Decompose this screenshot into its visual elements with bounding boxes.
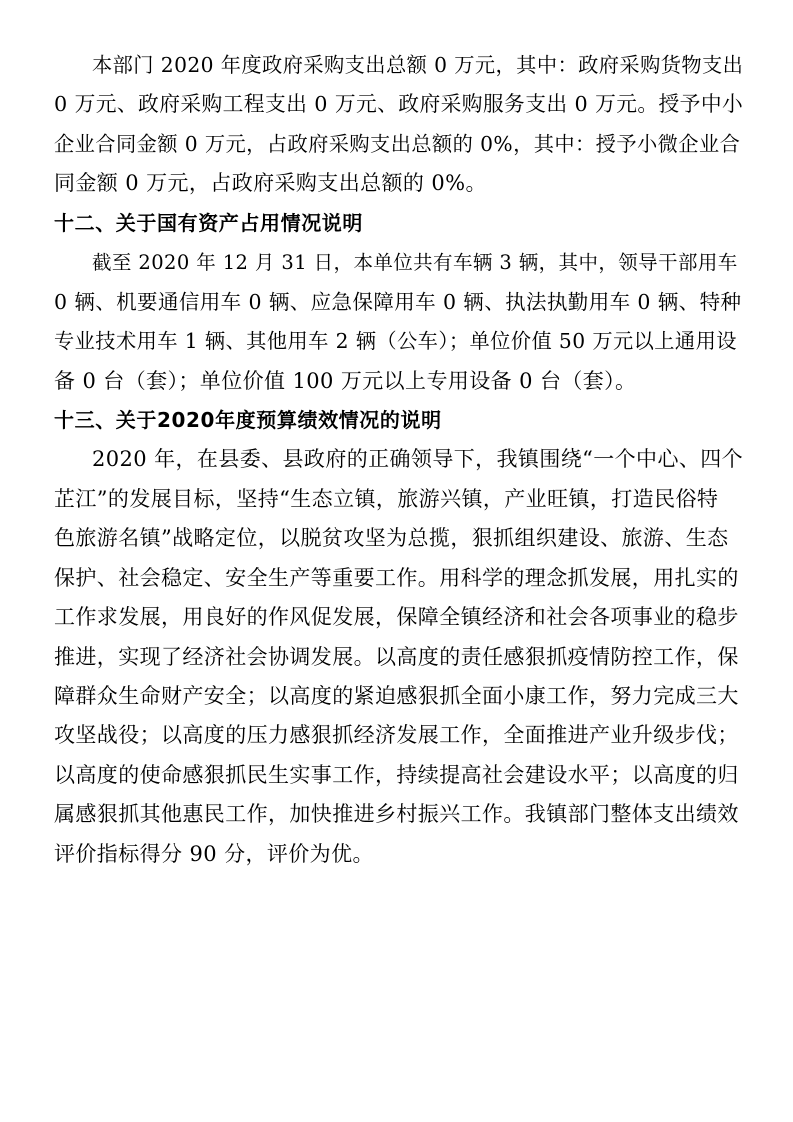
paragraph-line: 备 0 台（套）；单位价值 100 万元以上专用设备 0 台（套）。 — [54, 368, 637, 393]
paragraph-line: 以高度的使命感狠抓民生实事工作，持续提高社会建设水平；以高度的归 — [54, 762, 739, 787]
paragraph-line: 保护、社会稳定、安全生产等重要工作。用科学的理念抓发展，用扎实的 — [54, 565, 739, 590]
paragraph-line: 攻坚战役；以高度的压力感狠抓经济发展工作，全面推进产业升级步伐； — [54, 723, 739, 748]
paragraph-line: 属感狠抓其他惠民工作，加快推进乡村振兴工作。我镇部门整体支出绩效 — [54, 802, 739, 827]
paragraph-line: 0 万元、政府采购工程支出 0 万元、政府采购服务支出 0 万元。授予中小 — [54, 92, 744, 117]
paragraph-line: 同金额 0 万元，占政府采购支出总额的 0%。 — [54, 171, 487, 196]
section-heading: 十二、关于国有资产占用情况说明 — [54, 210, 363, 235]
paragraph-line: 工作求发展，用良好的作风促发展，保障全镇经济和社会各项事业的稳步 — [54, 605, 739, 630]
paragraph-line: 专业技术用车 1 辆、其他用车 2 辆（公车）；单位价值 50 万元以上通用设 — [54, 329, 737, 354]
document-page — [54, 52, 744, 880]
paragraph-line: 本部门 2020 年度政府采购支出总额 0 万元，其中：政府采购货物支出 — [92, 53, 744, 77]
paragraph-line: 障群众生命财产安全；以高度的紧迫感狠抓全面小康工作，努力完成三大 — [54, 684, 739, 708]
paragraph-line: 企业合同金额 0 万元，占政府采购支出总额的 0%，其中：授予小微企业合 — [54, 131, 741, 156]
paragraph-line: 色旅游名镇”战略定位，以脱贫攻坚为总揽，狠抓组织建设、旅游、生态 — [54, 526, 729, 551]
paragraph-line: 芷江”的发展目标，坚持“生态立镇，旅游兴镇，产业旺镇，打造民俗特 — [54, 486, 719, 511]
paragraph-line: 0 辆、机要通信用车 0 辆、应急保障用车 0 辆、执法执勤用车 0 辆、特种 — [54, 289, 742, 314]
section-heading: 十三、关于2020年度预算绩效情况的说明 — [54, 407, 442, 432]
paragraph-line: 推进，实现了经济社会协调发展。以高度的责任感狠抓疫情防控工作，保 — [54, 644, 739, 669]
paragraph-line: 评价指标得分 90 分，评价为优。 — [54, 841, 374, 866]
paragraph-line: 2020 年，在县委、县政府的正确领导下，我镇围绕“一个中心、四个 — [92, 447, 744, 472]
paragraph-line: 截至 2020 年 12 月 31 日，本单位共有车辆 3 辆，其中，领导干部用车 — [92, 251, 738, 275]
